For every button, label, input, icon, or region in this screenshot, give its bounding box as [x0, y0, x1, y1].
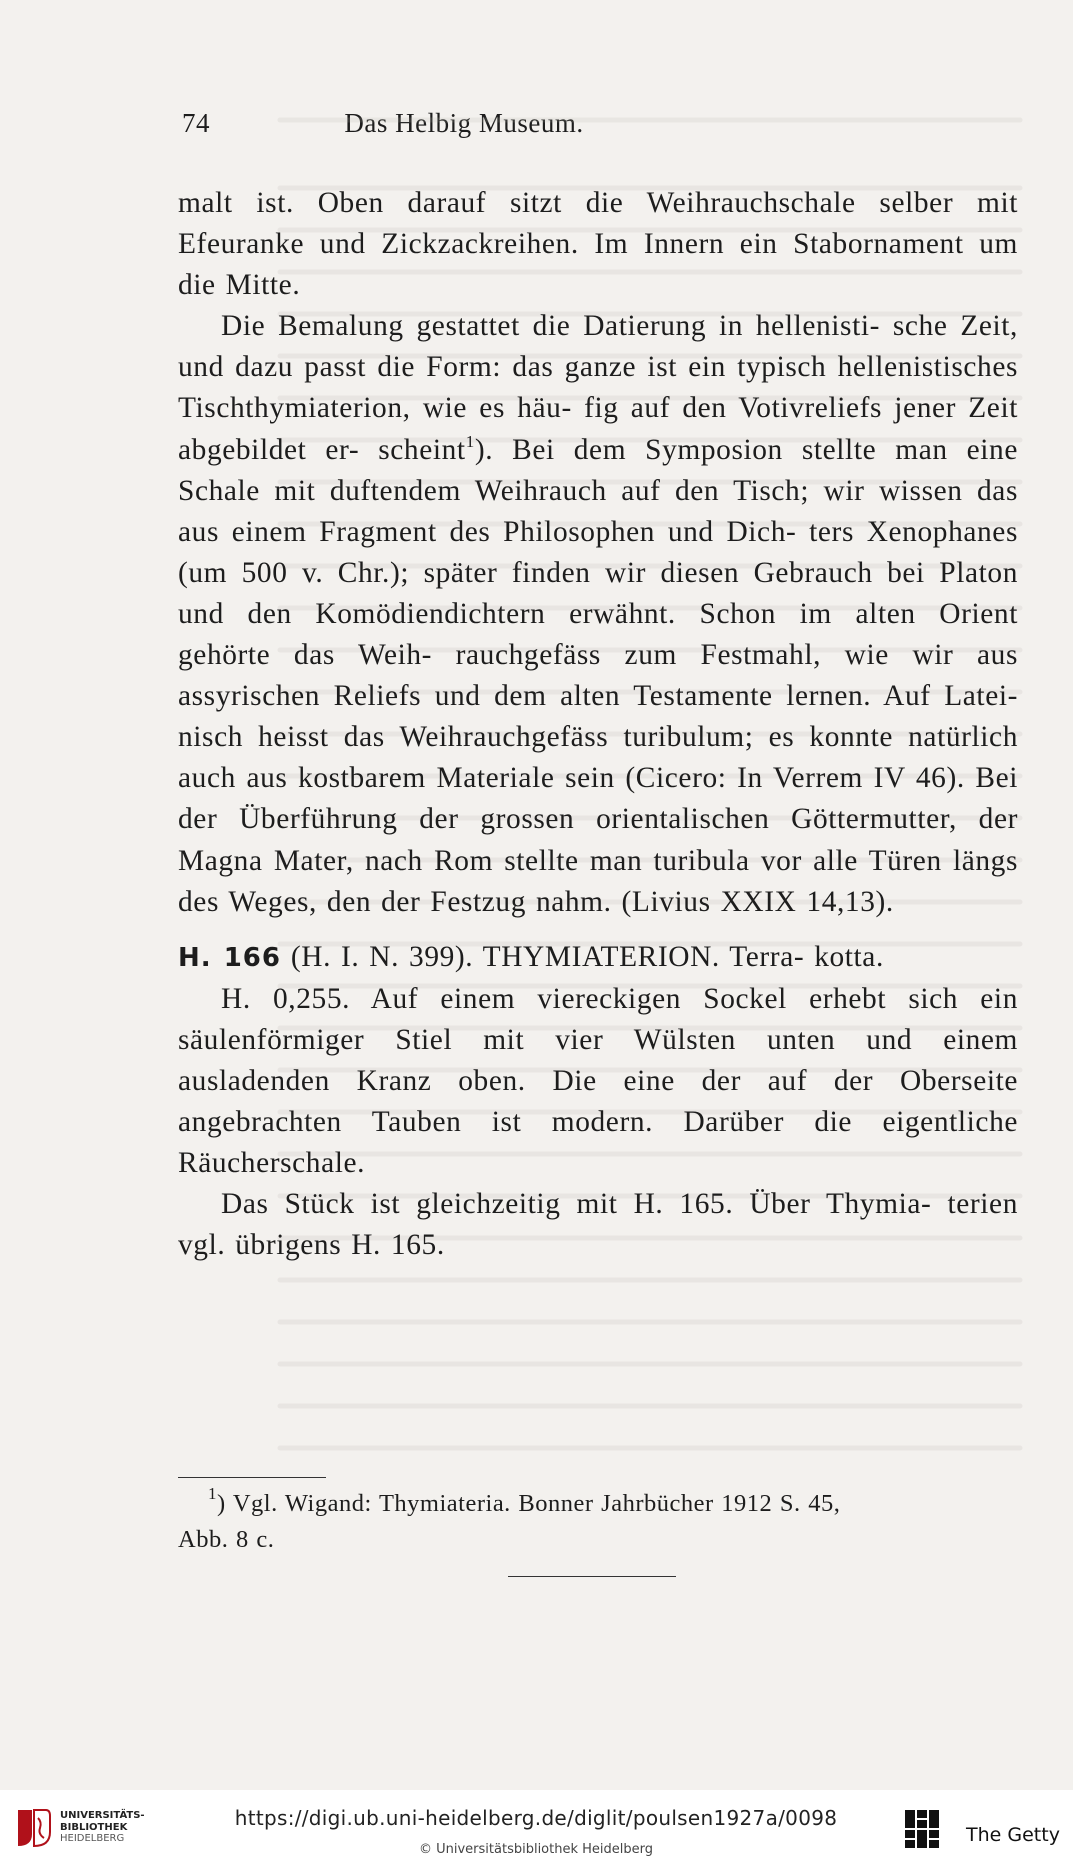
text-line: das aus einem Fragment des Philosophen und Dich- — [178, 474, 1018, 548]
page-number: 74 — [182, 108, 210, 138]
text-line: malt ist. Oben darauf sitzt die Weihrauchschale selber — [178, 187, 954, 219]
paragraph-3 — [178, 979, 1018, 1184]
text-line: orientalischen Göttermutter, der Magna Mater, nach — [178, 803, 1018, 877]
footnote-text: ) Vgl. Wigand: Thymiateria. Bonner Jahrbücher 1912 S. 45, — [217, 1490, 841, 1517]
copyright-notice: © Universitätsbibliothek Heidelberg — [418, 1842, 654, 1857]
text-line: einem ausladenden Kranz oben. Die eine der auf der — [178, 1023, 1018, 1097]
text-line: sche Zeit, und dazu passt die Form: das ganze ist ein — [178, 310, 1018, 384]
text-line: ). Bei dem Symposion stellte man eine Schale — [178, 433, 1018, 507]
text-line: ters Xenophanes (um 500 v. Chr.); später finden wir — [178, 515, 1018, 589]
paragraph-4 — [178, 1184, 1018, 1266]
text-line: Stabornament um die Mitte. — [178, 228, 1019, 302]
entry-heading-text: (H. I. N. 399). THYMIATERION. Terra- — [290, 940, 805, 973]
running-title: Das Helbig Museum. — [344, 108, 584, 138]
paragraph-1 — [178, 183, 1018, 306]
text-line: scheint — [378, 433, 466, 466]
library-name-line: UNIVERSITÄTS- — [60, 1810, 145, 1821]
text-line: rauchgefäss zum Festmahl, wie wir aus assyrischen — [178, 639, 1018, 713]
text-line: erwähnt. Schon im alten Orient gehörte das Weih- — [178, 597, 1018, 672]
text-line: mit duftendem Weihrauch auf den Tisch; wir wissen — [274, 474, 963, 507]
entry-heading-text: kotta. — [814, 940, 884, 973]
text-line: ein säulenförmiger Stiel mit vier Wülsten unten und — [178, 982, 1018, 1056]
running-header — [182, 108, 744, 148]
uni-heidelberg-logo-icon[interactable] — [12, 1806, 52, 1850]
text-line: Das Stück ist gleichzeitig mit H. 165. Über Thymia- — [221, 1188, 932, 1221]
library-name-line: BIBLIOTHEK — [60, 1821, 128, 1833]
footnote-text: Abb. 8 c. — [178, 1526, 275, 1553]
text-line: H. 0,255. Auf einem viereckigen Sockel erhebt sich — [221, 982, 959, 1015]
body-text — [178, 183, 1018, 1266]
text-line: Rom stellte man turibula vor alle Türen längs des — [178, 844, 1018, 918]
footnote-divider — [178, 1477, 326, 1478]
library-name — [60, 1810, 145, 1845]
permalink-url[interactable]: https://digi.ub.uni-heidelberg.de/diglit/poulsen1927a/0098 — [234, 1806, 838, 1830]
getty-logo-icon[interactable] — [903, 1806, 943, 1854]
text-line: Weges, den der Festzug nahm. (Livius XXIX 14,13). — [228, 885, 894, 918]
text-line: natürlich auch aus kostbarem Materiale sein (Cicero: — [178, 721, 1019, 795]
text-line: Die Bemalung gestattet die Datierung in hellenisti- — [221, 310, 881, 343]
text-line: mit Efeuranke und Zickzackreihen. Im Innern ein — [178, 187, 1018, 261]
footnote-line — [178, 1486, 1018, 1522]
text-line: fig auf den Votivreliefs jener Zeit abgebildet er- — [178, 392, 1018, 466]
text-line: die eigentliche Räucherschale. — [178, 1106, 1019, 1180]
text-line: Reliefs und dem alten Testamente lernen. Auf Latei- — [333, 680, 1018, 713]
text-line: nisch heisst das Weihrauchgefäss turibulum; es konnte — [178, 721, 894, 754]
text-line: typisch hellenistisches Tischthymiaterion, wie es häu- — [178, 351, 1018, 425]
footnote-line — [178, 1522, 1018, 1558]
text-line: diesen Gebrauch bei Platon und den Komödiendichtern — [178, 556, 1018, 630]
footnote-reference[interactable]: 1 — [465, 431, 475, 451]
text-line: Oberseite angebrachten Tauben ist modern. Darüber — [178, 1064, 1019, 1139]
viewer-footer — [0, 1790, 1073, 1870]
entry-number: H. 166 — [178, 942, 281, 973]
text-line: terien vgl. übrigens H. 165. — [178, 1188, 1018, 1262]
footnote — [178, 1486, 1018, 1558]
partner-name: The Getty — [966, 1824, 1060, 1846]
footnote-marker: 1 — [208, 1484, 217, 1503]
end-divider — [508, 1576, 676, 1577]
text-line: In Verrem IV 46). Bei der Überführung der grossen — [178, 762, 1019, 836]
library-name-line: HEIDELBERG — [60, 1833, 125, 1844]
paragraph-2 — [178, 306, 1018, 922]
catalogue-entry-heading — [178, 937, 1018, 979]
